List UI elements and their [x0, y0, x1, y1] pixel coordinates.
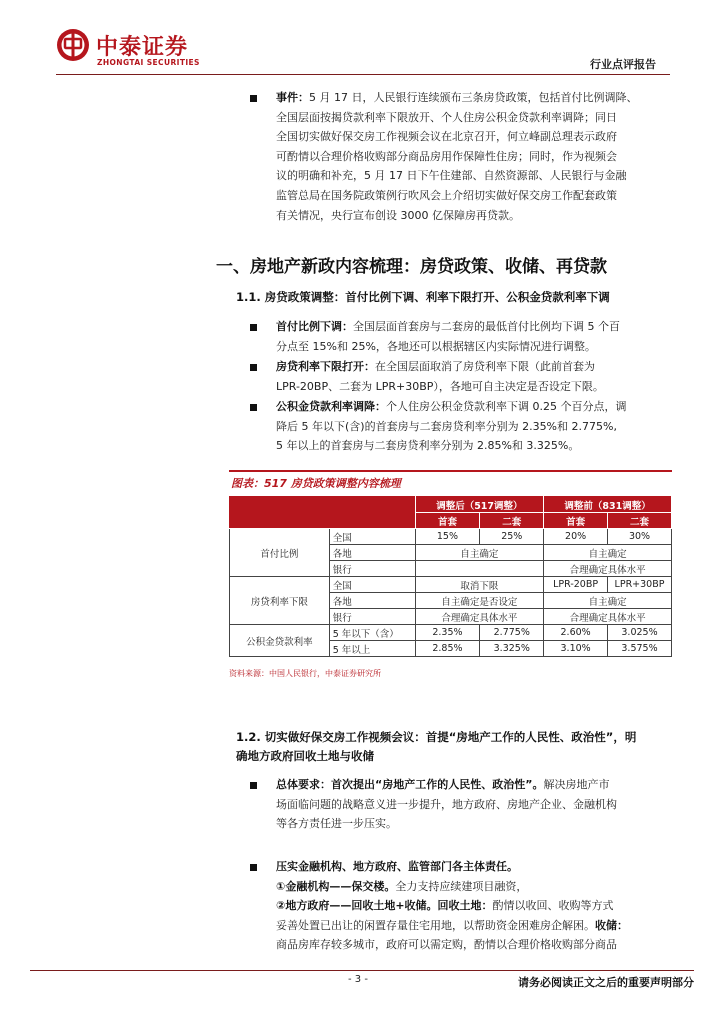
table-cell: LPR+30BP: [608, 577, 672, 593]
group-rate-floor: 房贷利率下限: [230, 577, 330, 625]
table-cell: 2.60%: [544, 625, 608, 641]
bullet-icon: [250, 404, 257, 411]
bullet-line: 全国层面首套房与二套房的最低首付比例均下调 5 个百: [353, 320, 620, 333]
group-down-payment: 首付比例: [230, 529, 330, 577]
header-second-home: 二套: [480, 513, 544, 529]
section-1-title: 一、房地产新政内容梳理：房贷政策、收储、再贷款: [216, 257, 607, 277]
section-1-2-title: [236, 728, 676, 766]
table-cell: 取消下限: [415, 577, 544, 593]
table-cell: 自主确定是否设定: [415, 593, 544, 609]
table-cell: 3.325%: [480, 641, 544, 657]
item-label: ①金融机构——保交楼。: [276, 879, 396, 893]
row-label: 银行: [329, 609, 415, 625]
event-line: 有关情况，央行宣布创设 3000 亿保障房再贷款。: [276, 208, 520, 222]
event-line: 可酌情以合理价格收购部分商品房用作保障性住房；同时，作为视频会: [276, 149, 617, 163]
table-cell: 合理确定具体水平: [544, 609, 672, 625]
table-cell: 2.775%: [480, 625, 544, 641]
item-text: 商品房库存较多城市，政府可以需定购，酌情以合理价格收购部分商品: [276, 938, 617, 952]
table-cell: 15%: [415, 529, 480, 545]
table-cell: 25%: [480, 529, 544, 545]
table-corner: [230, 497, 416, 529]
section-1-2-title-line: 1.2. 切实做好保交房工作视频会议：首提“房地产工作的人民性、政治性”，明: [236, 730, 637, 744]
bullet-label: 总体要求：首次提出“房地产工作的人民性、政治性”。: [276, 778, 544, 791]
bullet-line: 在全国层面取消了房贷利率下限（此前首套为: [375, 360, 595, 373]
item-text: 全力支持应续建项目融资，: [395, 879, 528, 893]
header-second-home: 二套: [608, 513, 672, 529]
figure-title-bar: [229, 470, 672, 494]
table-cell: 3.10%: [544, 641, 608, 657]
event-line: 全国切实做好保交房工作视频会议在北京召开，何立峰副总理表示政府: [276, 130, 617, 144]
event-label: 事件：: [276, 91, 309, 104]
footer-disclaimer: 请务必阅读正文之后的重要声明部分: [518, 976, 694, 989]
row-label: 各地: [329, 545, 415, 561]
rate-floor-bullet: [276, 357, 676, 396]
table-row: [230, 625, 672, 641]
row-label: 各地: [329, 593, 415, 609]
table-cell: 2.85%: [415, 641, 480, 657]
header-divider: [56, 74, 670, 75]
report-type: 行业点评报告: [590, 58, 656, 71]
bullet-label: 房贷利率下限打开：: [276, 360, 375, 373]
bullet-icon: [250, 324, 257, 331]
bullet-line: 降后 5 年以下(含)的首套房与二套房贷利率分别为 2.35%和 2.775%,: [276, 419, 617, 433]
bullet-line: 场面临问题的战略意义进一步提升，地方政府、房地产企业、金融机构: [276, 797, 617, 811]
table-row: [230, 577, 672, 593]
table-cell: 3.575%: [608, 641, 672, 657]
table-row: [230, 529, 672, 545]
row-label: 全国: [329, 529, 415, 545]
item-label: ②地方政府——回收土地+收储。回收土地：: [276, 899, 493, 913]
bullet-line: LPR-20BP、二套为 LPR+30BP），各地可自主决定是否设定下限。: [276, 379, 604, 393]
page-number: - 3 -: [348, 974, 368, 985]
row-label: 全国: [329, 577, 415, 593]
row-label: 5 年以上: [329, 641, 415, 657]
item-text: 妥善处置已出让的闲置存量住宅用地，以帮助资金困难房企解困。: [276, 918, 595, 932]
responsibilities-bullet: [276, 857, 676, 955]
bullet-line: 个人住房公积金贷款利率下调 0.25 个百分点，调: [386, 400, 627, 413]
bullet-icon: [250, 782, 257, 789]
table-cell: 20%: [544, 529, 608, 545]
section-1-2-title-line: 确地方政府回收土地与收储: [236, 749, 374, 763]
event-line: 全国层面按揭贷款利率下限放开、个人住房公积金贷款利率调降；同日: [276, 110, 617, 124]
bullet-icon: [250, 864, 257, 871]
zhongtai-logo-icon: [56, 28, 90, 62]
header-first-home: 首套: [415, 513, 480, 529]
table-cell: 3.025%: [608, 625, 672, 641]
header-first-home: 首套: [544, 513, 608, 529]
event-line: 5 月 17 日，人民银行连续颁布三条房贷政策，包括首付比例调降、: [309, 91, 638, 104]
page-header: [0, 0, 724, 80]
bullet-icon: [250, 364, 257, 371]
figure-title: 图表：517 房贷政策调整内容梳理: [231, 477, 401, 490]
table-cell: 自主确定: [544, 545, 672, 561]
event-line: 监管总局在国务院政策例行吹风会上介绍切实做好保交房工作配套政策: [276, 188, 617, 202]
item-label: 收储：: [595, 918, 628, 932]
brand-name-en: ZHONGTAI SECURITIES: [97, 58, 200, 67]
down-payment-bullet: [276, 317, 676, 356]
header-before: 调整前（831调整）: [544, 497, 672, 513]
table-cell: [415, 561, 544, 577]
table-cell: 合理确定具体水平: [544, 561, 672, 577]
table-cell: LPR-20BP: [544, 577, 608, 593]
bullet-label: 公积金贷款利率调降：: [276, 400, 386, 413]
bullet-line: 解决房地产市: [543, 778, 610, 791]
table-header-row: [230, 497, 672, 513]
header-after: 调整后（517调整）: [415, 497, 544, 513]
table-cell: 自主确定: [415, 545, 544, 561]
table-cell: 2.35%: [415, 625, 480, 641]
bullet-label: 压实金融机构、地方政府、监管部门各主体责任。: [276, 860, 518, 873]
section-1-1-title: 1.1. 房贷政策调整：首付比例下调、利率下限打开、公积金贷款利率下调: [236, 290, 610, 304]
row-label: 5 年以下（含）: [329, 625, 415, 641]
bullet-line: 等各方责任进一步压实。: [276, 817, 397, 831]
figure-source: 资料来源：中国人民银行，中泰证券研究所: [229, 669, 381, 678]
bullet-label: 首付比例下调：: [276, 320, 353, 333]
bullet-line: 分点至 15%和 25%，各地还可以根据辖区内实际情况进行调整。: [276, 339, 596, 353]
fund-rate-bullet: [276, 397, 676, 456]
row-label: 银行: [329, 561, 415, 577]
footer-divider: [30, 970, 694, 971]
table-cell: 30%: [608, 529, 672, 545]
event-paragraph: [276, 88, 676, 225]
event-line: 议的明确和补充，5 月 17 日下午住建部、自然资源部、人民银行与金融: [276, 169, 627, 183]
bullet-icon: [250, 95, 257, 102]
policy-table: [229, 496, 672, 657]
table-cell: 合理确定具体水平: [415, 609, 544, 625]
group-fund-rate: 公积金贷款利率: [230, 625, 330, 657]
bullet-line: 5 年以上的首套房与二套房贷利率分别为 2.85%和 3.325%。: [276, 439, 580, 453]
overall-requirement-bullet: [276, 775, 676, 834]
brand-name-cn: 中泰证券: [96, 35, 189, 60]
item-text: 酌情以收回、收购等方式: [492, 899, 614, 913]
table-cell: 自主确定: [544, 593, 672, 609]
